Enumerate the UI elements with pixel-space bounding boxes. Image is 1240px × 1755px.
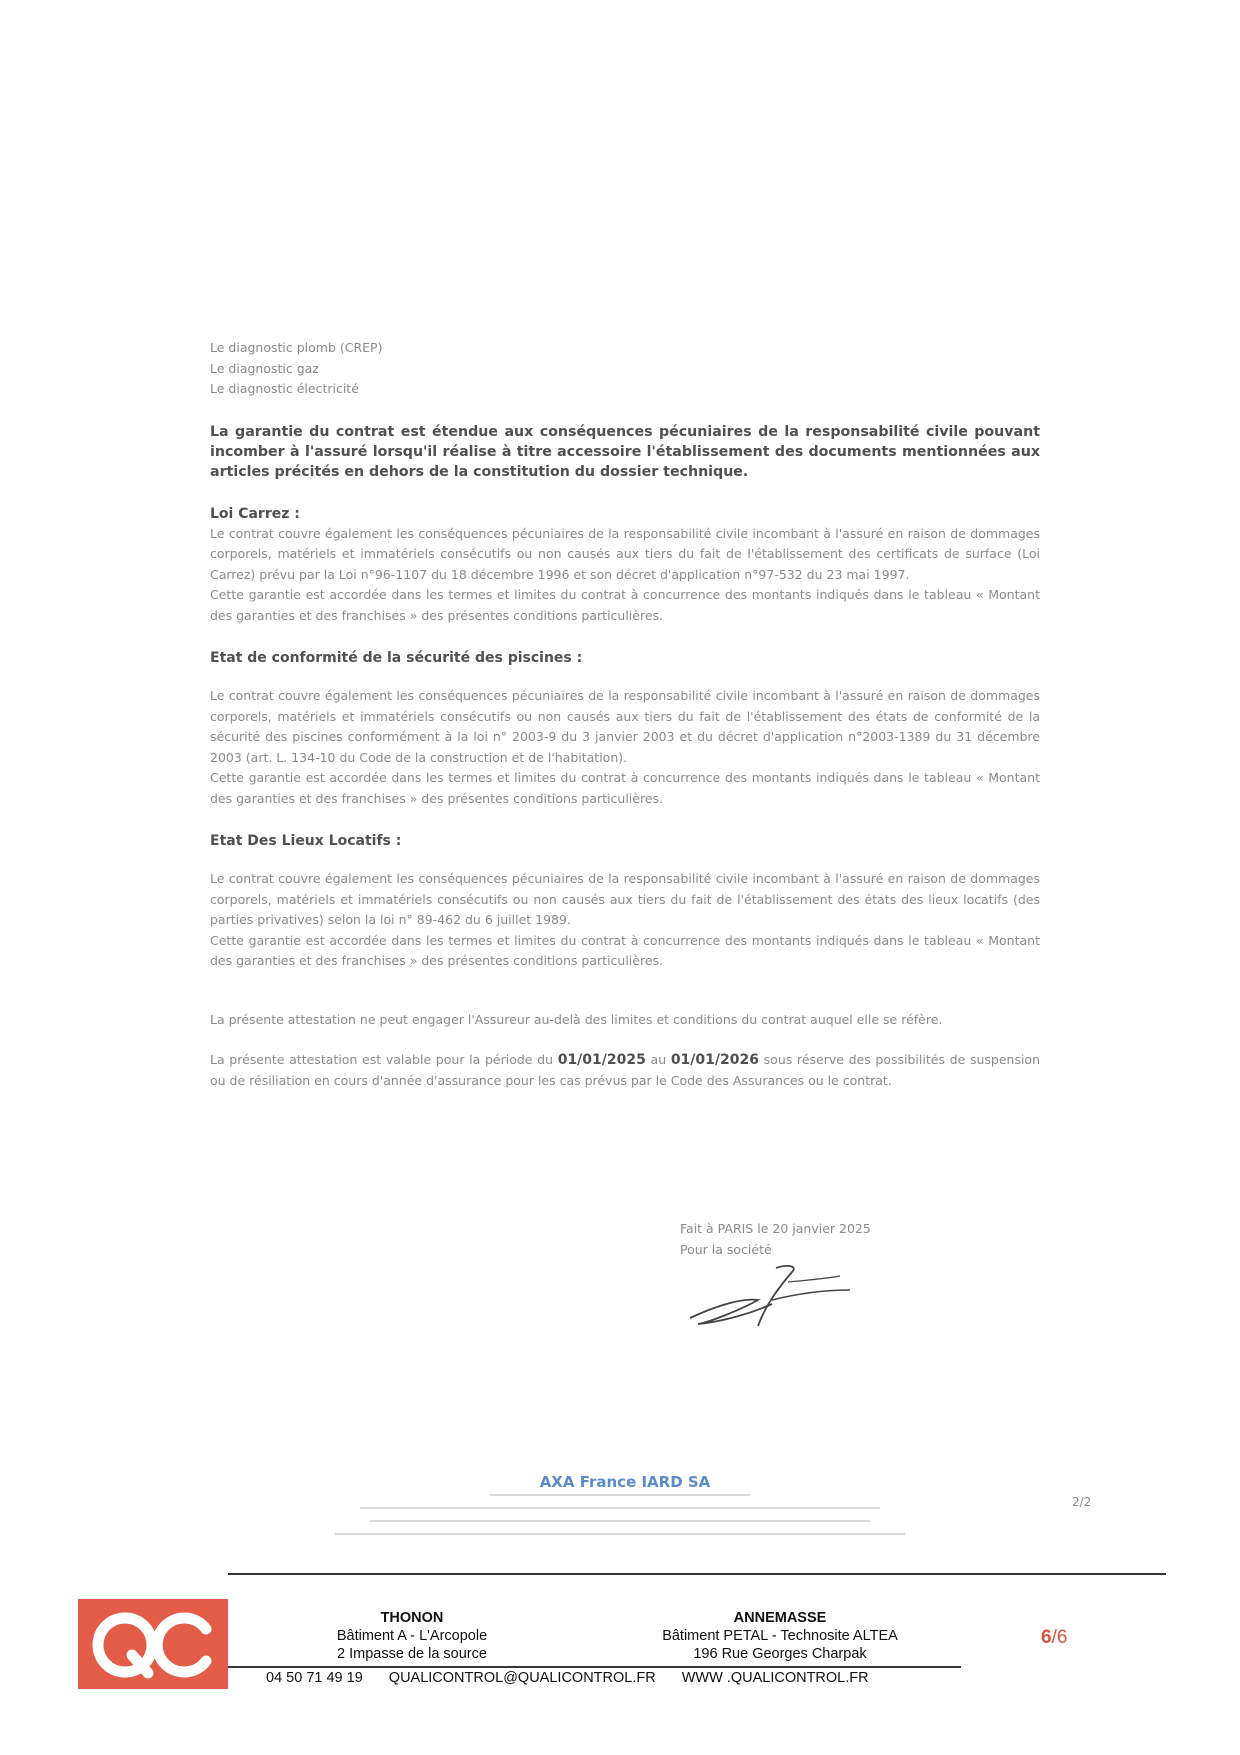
- office-address-line1: Bâtiment PETAL - Technosite ALTEA: [662, 1628, 898, 1644]
- office-annemasse: [630, 1609, 930, 1663]
- place-date: Fait à PARIS le 20 janvier 2025: [680, 1221, 871, 1236]
- section-title: Etat Des Lieux Locatifs :: [210, 833, 402, 849]
- footer-divider-top: [228, 1573, 1166, 1575]
- page-total: 6: [1056, 1627, 1068, 1648]
- validity-start-date: 01/01/2025: [557, 1052, 646, 1068]
- section-loi-carrez: [210, 506, 1040, 627]
- website-url: WWW .QUALICONTROL.FR: [681, 1670, 869, 1686]
- section-piscines: [210, 650, 1040, 809]
- insurer-page-number: 2/2: [1072, 1495, 1092, 1509]
- office-address-line2: 196 Rue Georges Charpak: [693, 1646, 867, 1662]
- for-company: Pour la société: [680, 1242, 772, 1257]
- insurer-name: AXA France IARD SA: [539, 1473, 711, 1491]
- validity-statement: [210, 1050, 1040, 1091]
- page-separator: /: [1051, 1627, 1057, 1648]
- limit-statement: La présente attestation ne peut engager l'Assureur au-delà des limites et conditions du contrat auquel elle se réfère.: [210, 1011, 943, 1027]
- handwritten-signature: [680, 1260, 860, 1332]
- validity-prefix: La présente attestation est valable pour la période du: [210, 1052, 558, 1067]
- extension-statement: La garantie du contrat est étendue aux conséquences pécuniaires de la responsabilité civile pouvant incomber à l'assuré lorsqu'il réalise à titre accessoire l'établissement des documents mentionnées aux articles précités en dehors de la constitution du dossier technique.: [210, 423, 1040, 480]
- section-paragraph: Le contrat couvre également les conséquences pécuniaires de la responsabilité civile incombant à l'assuré en raison de dommages corporels, matériels et immatériels consécutifs ou non causés aux tiers du fait de l'établissement des états de conformité de la sécurité des piscines conformément à la loi n° 2003-9 du 3 janvier 2003 et du décret d'application n°2003-1389 du 31 décembre 2003 (art. L. 134-10 du Code de la construction et de l'habitation).: [210, 688, 1040, 765]
- page-current: 6: [1041, 1627, 1052, 1648]
- closing-block: [210, 1010, 1040, 1092]
- section-title: Etat de conformité de la sécurité des piscines :: [210, 650, 583, 666]
- insurer-legal-lines: [330, 1494, 910, 1546]
- validity-suffix: sous réserve des possibilités de suspension ou de résiliation en cours d'année d'assurance pour les cas prévus par le Code des Assurances ou le contrat.: [210, 1052, 1041, 1088]
- section-title: Loi Carrez :: [210, 505, 300, 522]
- document-body: [210, 338, 1040, 1111]
- signature-block: [680, 1218, 871, 1260]
- office-thonon: [262, 1609, 562, 1663]
- office-address-line1: Bâtiment A - L'Arcopole: [336, 1628, 488, 1644]
- section-paragraph: Le contrat couvre également les conséquences pécuniaires de la responsabilité civile incombant à l'assuré en raison de dommages corporels, matériels et immatériels consécutifs ou non causés aux tiers du fait de l'établissement des états des lieux locatifs (des parties privatives) selon la loi n° 89-462 du 6 juillet 1989.: [210, 871, 1040, 927]
- insurer-header: [0, 1472, 1240, 1491]
- footer-divider-bottom: [228, 1666, 961, 1668]
- section-paragraph: Cette garantie est accordée dans les termes et limites du contrat à concurrence des montants indiqués dans le tableau « Montant des garanties et des franchises » des présentes conditions particulières.: [210, 932, 1040, 968]
- diagnostic-item-gaz: Le diagnostic gaz: [210, 360, 319, 376]
- section-paragraph: Le contrat couvre également les conséquences pécuniaires de la responsabilité civile incombant à l'assuré en raison de dommages corporels, matériels et immatériels consécutifs ou non causés aux tiers du fait de l'établissement des certificats de surface (Loi Carrez) prévu par la Loi n°96-1107 du 18 décembre 1996 et son décret d'application n°97-532 du 23 mai 1997.: [210, 525, 1040, 582]
- section-paragraph: Cette garantie est accordée dans les termes et limites du contrat à concurrence des montants indiqués dans le tableau « Montant des garanties et des franchises » des présentes conditions particulières.: [210, 587, 1040, 623]
- office-address-line2: 2 Impasse de la source: [337, 1646, 487, 1662]
- office-name: THONON: [380, 1610, 444, 1626]
- page-number: [1041, 1627, 1067, 1649]
- diagnostic-list: [210, 338, 1040, 400]
- office-name: ANNEMASSE: [733, 1610, 827, 1626]
- section-etat-des-lieux: [210, 833, 1040, 972]
- diagnostic-item-plomb: Le diagnostic plomb (CREP): [210, 340, 383, 355]
- section-paragraph: Cette garantie est accordée dans les termes et limites du contrat à concurrence des montants indiqués dans le tableau « Montant des garanties et des franchises » des présentes conditions particulières.: [210, 770, 1040, 806]
- footer-contacts: [266, 1670, 891, 1686]
- validity-end-date: 01/01/2026: [670, 1052, 759, 1068]
- phone-number: 04 50 71 49 19: [266, 1670, 363, 1686]
- email-address: QUALICONTROL@QUALICONTROL.FR: [388, 1670, 656, 1686]
- qc-logo: [78, 1599, 228, 1689]
- diagnostic-item-electricite: Le diagnostic électricité: [210, 381, 359, 396]
- validity-mid: au: [645, 1052, 671, 1067]
